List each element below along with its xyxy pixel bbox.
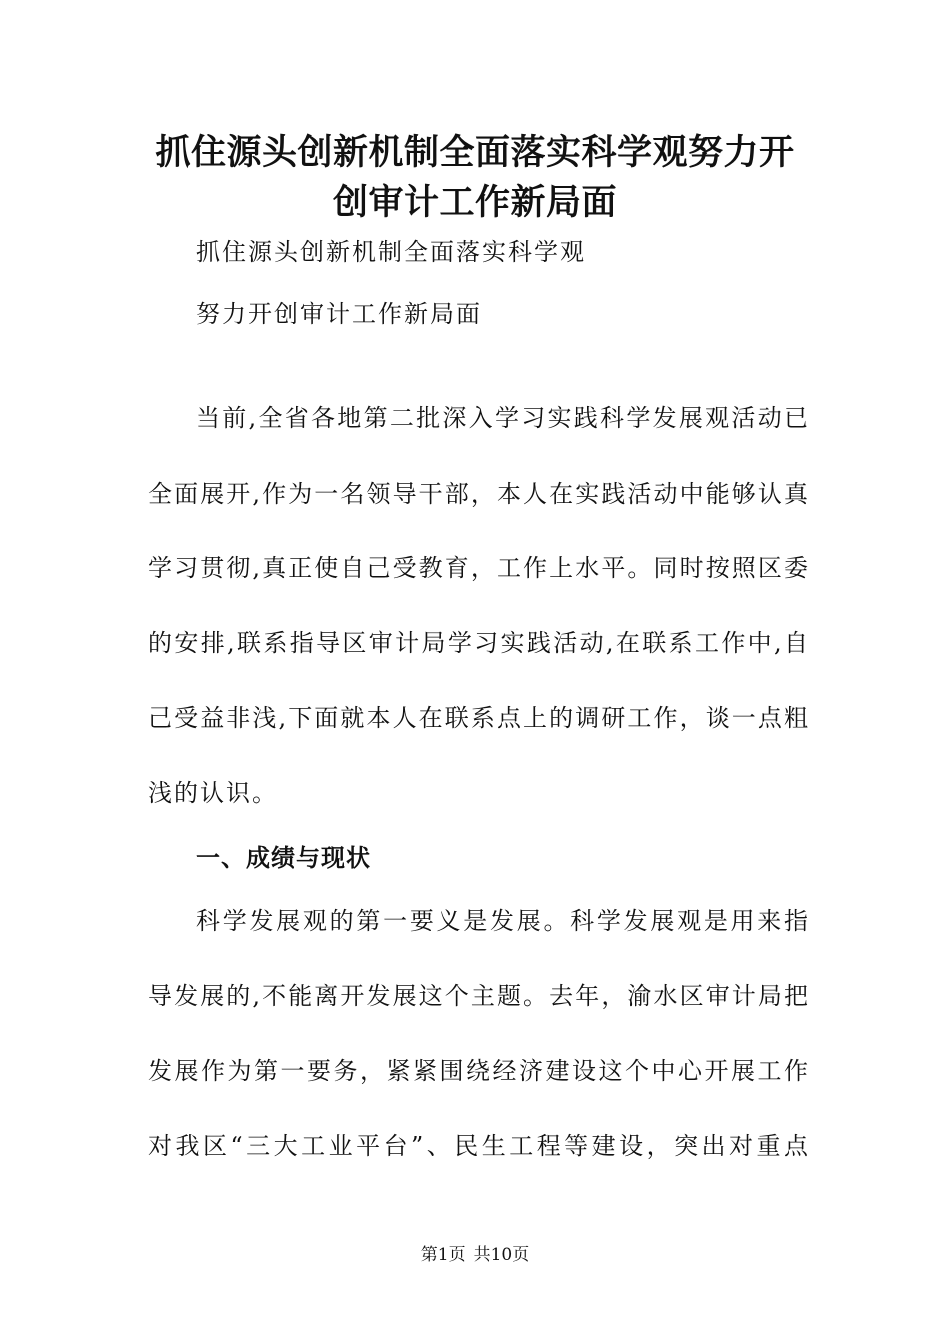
page-total: 共10页 bbox=[473, 1245, 530, 1265]
section-paragraph-line-1: 科学发展观的第一要义是发展。科学发展观是用来指 bbox=[196, 907, 808, 935]
intro-paragraph-line-6: 浅的认识。 bbox=[148, 779, 278, 807]
intro-paragraph-line-5: 己受益非浅,下面就本人在联系点上的调研工作，谈一点粗 bbox=[148, 704, 808, 732]
section-paragraph-line-2: 导发展的,不能离开发展这个主题。去年，渝水区审计局把 bbox=[148, 982, 808, 1010]
intro-paragraph-line-2: 全面展开,作为一名领导干部，本人在实践活动中能够认真 bbox=[148, 480, 808, 508]
intro-paragraph-line-1: 当前,全省各地第二批深入学习实践科学发展观活动已 bbox=[196, 404, 808, 432]
document-title-line-2: 创审计工作新局面 bbox=[332, 183, 617, 223]
section-paragraph-line-4: 对我区“三大工业平台”、民生工程等建设，突出对重点 bbox=[148, 1132, 808, 1160]
page-footer bbox=[0, 1244, 950, 1266]
subtitle-line-1: 抓住源头创新机制全面落实科学观 bbox=[196, 238, 586, 266]
section-heading: 一、成绩与现状 bbox=[196, 844, 371, 872]
document-title-line-1: 抓住源头创新机制全面落实科学观努力开 bbox=[155, 133, 795, 173]
intro-paragraph-line-4: 的安排,联系指导区审计局学习实践活动,在联系工作中,自 bbox=[148, 629, 808, 657]
subtitle-line-2: 努力开创审计工作新局面 bbox=[196, 300, 482, 328]
page-number: 第1页 bbox=[420, 1245, 466, 1265]
section-paragraph-line-3: 发展作为第一要务，紧紧围绕经济建设这个中心开展工作 bbox=[148, 1057, 808, 1085]
intro-paragraph-line-3: 学习贯彻,真正使自己受教育，工作上水平。同时按照区委 bbox=[148, 554, 808, 582]
